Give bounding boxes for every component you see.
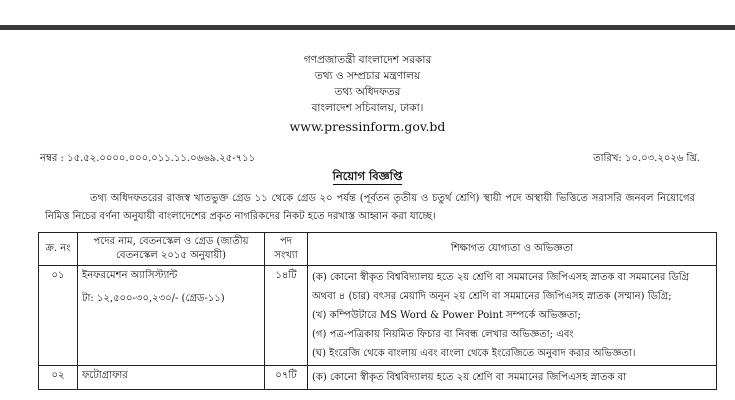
- top-border: [0, 0, 735, 30]
- header-qualification: শিক্ষাগত যোগ্যতা ও অভিজ্ঞতা: [308, 233, 717, 266]
- govt-name: গণপ্রজাতন্ত্রী বাংলাদেশ সরকার: [303, 54, 432, 66]
- header-post: পদের নাম, বেতনস্কেল ও গ্রেড (জাতীয় বেতনস্কেল ২০১৫ অনুযায়ী): [78, 233, 265, 266]
- ministry-name: তথ্য ও সম্প্রচার মন্ত্রণালয়: [314, 70, 421, 82]
- intro-indent: [45, 193, 90, 204]
- header-serial: ক্র. নং: [39, 233, 78, 266]
- memo-date: তারিখ: ১০.০৩.২০২৬ খ্রি.: [593, 153, 700, 164]
- row-count: ০৭টি: [265, 366, 308, 390]
- intro-paragraph: [45, 190, 695, 226]
- website-link[interactable]: www.pressinform.gov.bd: [289, 119, 446, 134]
- row-serial: ০১: [39, 266, 78, 366]
- memo-number: নম্বর : ১৫.৫২.০০০০.০০০.০১১.১১.০৬৬৯.২৫-৭১১: [40, 153, 256, 164]
- row-serial: ০২: [39, 366, 78, 390]
- row-count: ১৪টি: [265, 266, 308, 366]
- row-post: [78, 266, 265, 366]
- qualification-item: (ক) কোনো স্বীকৃত বিশ্ববিদ্যালয় হতে ২য় শ্রেণি বা সমমানের জিপিএসহ স্নাতক বা সমমানের ডিগ্রি অথবা ৪ (চার) বৎসর মেয়াদি অনূন ২য় শ্রেণি বা সমমানের জিপিএসহ স্নাতক (সম্মান) ডিগ্রি;: [312, 272, 690, 302]
- row-qualifications: [308, 266, 717, 366]
- top-rule: [0, 25, 735, 30]
- qualification-item: (গ) পত্র-পত্রিকায় নিয়মিত ফিচার বা নিবন্ধ লেখার অভিজ্ঞতা; এবং: [312, 329, 574, 340]
- office-address: বাংলাদেশ সচিবালয়, ঢাকা।: [311, 102, 424, 114]
- intro-text: তথ্য অধিদফতরের রাজস্ব খাতভুক্ত গ্রেড ১১ থেকে গ্রেড ২০ পর্যন্ত (পূর্বতন তৃতীয় ও চতুর্থ শ্রেণি) স্থায়ী পদে অস্থায়ী ভিত্তিতে সরাসরি জনবল নিয়োগের নিমিত্ত নিচের বর্ণনা অনুযায়ী বাংলাদেশের প্রকৃত নাগরিকদের নিকট হতে দরখাস্ত আহ্বান করা যাচ্ছে।: [45, 193, 695, 222]
- qualification-item: (ক) কোনো স্বীকৃত বিশ্ববিদ্যালয় হতে ২য় শ্রেণি বা সমমানের জিপিএসহ স্নাতক বা: [312, 372, 627, 383]
- notice-title-text: নিয়োগ বিজ্ঞপ্তি: [332, 169, 403, 183]
- post-pay: টা: ১২,৫০০-৩০,২৩০/- (গ্রেড-১১): [82, 293, 225, 304]
- table-header-row: [39, 233, 717, 266]
- row-post: [78, 366, 265, 390]
- table-row: [39, 266, 717, 366]
- header-count: পদ সংখ্যা: [265, 233, 308, 266]
- vacancy-table: [38, 232, 717, 390]
- notice-title: [0, 168, 735, 187]
- post-title: ফটোগ্রাফার: [82, 370, 128, 381]
- department-name: তথ্য অধিদফতর: [334, 86, 401, 98]
- row-qualifications: [308, 366, 717, 390]
- table-row: [39, 366, 717, 390]
- qualification-item: (ঘ) ইংরেজি থেকে বাংলায় এবং বাংলা থেকে ইংরেজিতে অনুবাদ করার অভিজ্ঞতা।: [312, 348, 636, 359]
- post-title: ইনফরমেশন অ্যাসিস্ট্যান্ট: [82, 270, 178, 281]
- qualification-item: (খ) কম্পিউটারে MS Word & Power Point সম্পর্কে অভিজ্ঞতা;: [312, 310, 581, 321]
